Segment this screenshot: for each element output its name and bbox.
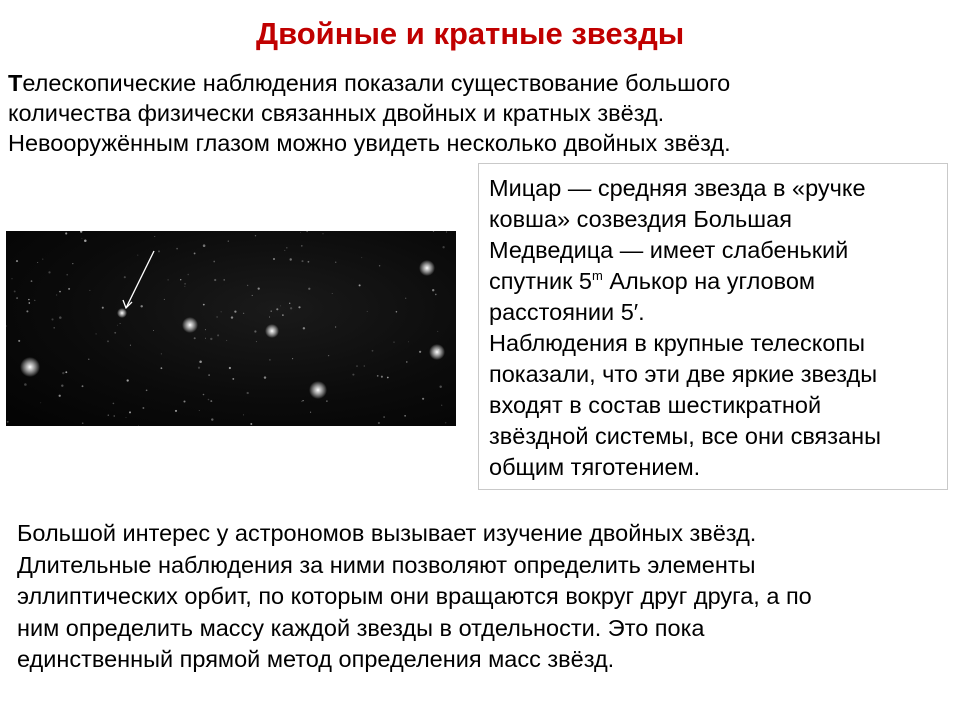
faint-star — [310, 412, 311, 413]
faint-star — [307, 231, 308, 232]
faint-star — [446, 232, 447, 233]
faint-star — [226, 340, 227, 341]
faint-star — [422, 398, 424, 400]
bottom-paragraph — [17, 518, 947, 676]
faint-star — [89, 290, 90, 291]
faint-star — [217, 334, 219, 336]
faint-star — [292, 358, 293, 359]
faint-star — [308, 261, 310, 263]
faint-star — [223, 279, 225, 281]
faint-star — [65, 232, 67, 234]
faint-star — [256, 341, 257, 342]
faint-star — [153, 330, 154, 331]
intro-line-1-rest: елескопические наблюдения показали существование большого — [22, 70, 731, 96]
faint-star — [243, 414, 244, 415]
faint-star — [352, 374, 354, 376]
faint-star — [82, 422, 84, 424]
faint-star — [303, 327, 305, 329]
faint-star — [185, 286, 186, 287]
faint-star — [42, 259, 43, 260]
faint-star — [7, 421, 9, 423]
faint-star — [53, 327, 55, 329]
faint-star — [359, 284, 361, 286]
faint-star — [404, 415, 405, 416]
faint-star — [276, 308, 278, 310]
faint-star — [252, 295, 253, 296]
intro-line-2: количества физически связанных двойных и кратных звёзд. — [8, 100, 665, 126]
faint-star — [130, 345, 131, 346]
faint-star — [61, 384, 63, 386]
info-line-4-b: Алькор на угловом — [602, 268, 816, 294]
faint-star — [258, 287, 260, 289]
faint-star — [56, 295, 57, 296]
faint-star — [282, 314, 284, 316]
intro-initial: Т — [8, 70, 23, 96]
faint-star — [393, 341, 394, 342]
faint-star — [203, 244, 206, 247]
faint-star — [108, 414, 109, 415]
faint-star — [361, 257, 362, 258]
mizar-info-box — [478, 163, 948, 490]
faint-star — [445, 422, 446, 423]
faint-star — [269, 317, 270, 318]
bright-star — [265, 324, 279, 338]
faint-star — [34, 300, 35, 301]
bottom-line-2: Длительные наблюдения за ними позволяют определить элементы — [17, 551, 756, 578]
faint-star — [301, 245, 303, 247]
intro-line-1 — [8, 68, 948, 98]
faint-star — [208, 374, 209, 375]
faint-star — [284, 250, 285, 251]
info-line-4-a: спутник 5 — [489, 268, 592, 294]
faint-star — [250, 423, 252, 425]
bright-star — [309, 381, 327, 399]
faint-star — [127, 379, 129, 381]
faint-star — [48, 271, 50, 273]
faint-star — [377, 375, 379, 377]
faint-star — [161, 353, 162, 354]
faint-star — [326, 400, 327, 401]
faint-star — [65, 371, 67, 373]
faint-star — [300, 232, 301, 233]
faint-star — [255, 235, 256, 236]
faint-star — [406, 361, 407, 362]
faint-star — [232, 378, 234, 380]
faint-star — [187, 274, 189, 276]
faint-star — [205, 329, 206, 330]
intro-line-3: Невооружённым глазом можно увидеть несколько двойных звёзд. — [8, 130, 731, 156]
faint-star — [437, 331, 438, 332]
faint-star — [199, 361, 202, 364]
faint-star — [301, 401, 302, 402]
faint-star — [289, 303, 290, 304]
faint-star — [14, 290, 16, 292]
faint-star — [183, 400, 185, 402]
faint-star — [290, 307, 292, 309]
faint-star — [142, 407, 144, 409]
faint-star — [442, 246, 444, 248]
faint-star — [59, 291, 61, 293]
faint-star — [356, 366, 357, 367]
faint-star — [433, 231, 434, 232]
faint-star — [213, 261, 215, 263]
faint-star — [124, 276, 126, 278]
faint-star — [117, 325, 118, 326]
faint-star — [243, 313, 244, 314]
magnitude-superscript: m — [591, 268, 603, 284]
faint-star — [211, 418, 213, 420]
faint-star — [114, 332, 116, 334]
slide-title: Двойные и кратные звезды — [256, 16, 685, 51]
faint-star — [16, 297, 18, 299]
faint-star — [203, 304, 205, 306]
faint-star — [210, 338, 212, 340]
faint-star — [214, 279, 216, 281]
faint-star — [120, 323, 121, 324]
faint-star — [102, 307, 104, 309]
info-line-3: Медведица — имеет слабенький — [489, 237, 849, 263]
faint-star — [383, 416, 385, 418]
faint-star — [59, 395, 61, 397]
faint-star — [40, 402, 41, 403]
faint-star — [378, 422, 380, 424]
bottom-line-5: единственный прямой метод определения масс звёзд. — [17, 646, 615, 672]
faint-star — [286, 247, 288, 249]
bright-star — [182, 317, 198, 333]
faint-star — [80, 231, 82, 233]
faint-star — [396, 311, 398, 313]
faint-star — [372, 350, 374, 352]
faint-star — [81, 238, 82, 239]
faint-star — [308, 288, 310, 290]
faint-star — [228, 240, 229, 241]
faint-star — [18, 340, 20, 342]
faint-star — [16, 260, 18, 262]
bottom-line-1: Большой интерес у астрономов вызывает изучение двойных звёзд. — [17, 520, 757, 546]
pointer-arrow — [126, 251, 154, 308]
faint-star — [198, 367, 200, 369]
faint-star — [441, 405, 442, 406]
faint-star — [221, 311, 222, 312]
faint-star — [199, 410, 200, 411]
faint-star — [137, 255, 138, 256]
faint-star — [435, 294, 437, 296]
faint-star — [322, 233, 323, 234]
faint-star — [194, 337, 196, 339]
faint-star — [82, 385, 84, 387]
faint-star — [335, 262, 336, 263]
faint-star — [26, 310, 28, 312]
faint-star — [432, 289, 434, 291]
faint-star — [66, 274, 68, 276]
faint-star — [28, 302, 30, 304]
bright-star — [20, 357, 40, 377]
faint-star — [28, 299, 29, 300]
faint-star — [95, 333, 96, 334]
info-line-6: Наблюдения в крупные телескопы — [489, 330, 865, 356]
big-dipper-star-field — [6, 231, 456, 426]
bottom-line-3: эллиптических орбит, по которым они вращаются вокруг друг друга, а по — [17, 583, 812, 609]
faint-star — [280, 305, 281, 306]
faint-star — [234, 310, 236, 312]
intro-paragraph — [8, 68, 948, 158]
faint-star — [208, 399, 210, 401]
info-line-8: входят в состав шестикратной — [489, 392, 822, 418]
info-line-9: звёздной системы, все они связаны — [489, 423, 881, 449]
faint-star — [154, 236, 155, 237]
info-line-2: ковша» созвездия Большая — [489, 206, 792, 232]
faint-star — [194, 252, 196, 254]
bottom-line-4: ним определить массу каждой звезды в отдельности. Это пока — [17, 614, 705, 641]
faint-star — [184, 283, 186, 285]
faint-star — [37, 262, 38, 263]
faint-star — [229, 367, 231, 369]
faint-star — [387, 377, 389, 379]
faint-star — [62, 372, 64, 374]
faint-star — [332, 293, 333, 294]
faint-star — [6, 325, 7, 327]
faint-star — [381, 376, 383, 378]
faint-star — [175, 410, 177, 412]
info-line-5: расстоянии 5′. — [489, 299, 645, 325]
faint-star — [247, 285, 248, 286]
faint-star — [254, 330, 256, 332]
faint-star — [269, 359, 271, 361]
info-line-7: показали, что эти две яркие звезды — [489, 361, 878, 387]
faint-star — [161, 367, 163, 369]
faint-star — [408, 341, 409, 342]
faint-star — [367, 311, 368, 312]
faint-star — [164, 299, 165, 300]
faint-star — [11, 278, 12, 279]
faint-star — [158, 250, 160, 252]
faint-star — [31, 280, 33, 282]
faint-star — [146, 389, 148, 391]
faint-stars — [6, 231, 447, 426]
faint-star — [180, 279, 181, 280]
faint-star — [72, 263, 73, 264]
faint-star — [24, 383, 27, 386]
mizar-star — [117, 308, 127, 318]
bright-star — [419, 260, 435, 276]
faint-star — [271, 310, 272, 311]
faint-star — [364, 366, 365, 367]
faint-star — [231, 316, 233, 318]
info-line-1: Мицар — средняя звезда в «ручке — [489, 175, 866, 201]
faint-star — [176, 248, 178, 250]
faint-star — [59, 316, 62, 319]
faint-star — [126, 417, 127, 418]
faint-star — [113, 403, 115, 405]
faint-star — [129, 411, 131, 413]
night-sky-photo — [6, 231, 456, 426]
faint-star — [216, 316, 217, 317]
faint-star — [51, 318, 53, 320]
faint-star — [298, 306, 300, 308]
faint-star — [68, 288, 70, 290]
faint-star — [247, 392, 249, 394]
faint-star — [114, 415, 115, 416]
faint-star — [379, 265, 380, 266]
faint-star — [302, 400, 303, 401]
faint-star — [88, 359, 89, 360]
faint-star — [203, 394, 205, 396]
faint-star — [264, 376, 266, 378]
faint-star — [205, 338, 206, 339]
faint-star — [84, 240, 87, 243]
faint-star — [210, 400, 212, 402]
faint-star — [140, 305, 142, 307]
faint-star — [138, 425, 139, 426]
faint-star — [405, 298, 406, 299]
faint-star — [301, 260, 303, 262]
faint-star — [273, 258, 275, 260]
info-line-4 — [489, 266, 947, 297]
bright-star — [429, 344, 445, 360]
info-line-10: общим тяготением. — [489, 454, 701, 480]
faint-star — [167, 279, 168, 280]
faint-star — [107, 340, 109, 342]
faint-star — [335, 326, 336, 327]
faint-star — [289, 258, 291, 260]
faint-star — [419, 351, 421, 353]
faint-star — [439, 385, 441, 387]
faint-star — [328, 355, 329, 356]
